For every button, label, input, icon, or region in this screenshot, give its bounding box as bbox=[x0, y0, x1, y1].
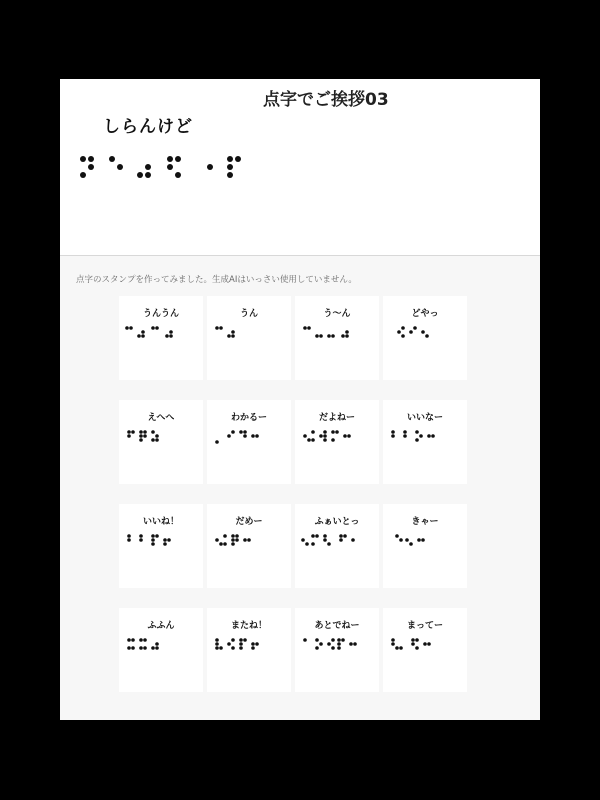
stamp-label: うんうん bbox=[142, 309, 179, 319]
stamp-label: まってー bbox=[406, 621, 443, 631]
stamp-card[interactable] bbox=[295, 296, 379, 380]
stamp-braille-image bbox=[211, 324, 287, 344]
stamp-braille-image bbox=[299, 324, 375, 344]
stamp-braille-image bbox=[387, 428, 463, 448]
page-title: 点字でご挨拶03 bbox=[263, 90, 389, 110]
stamp-braille-image bbox=[387, 636, 463, 656]
stamp-braille-image bbox=[123, 636, 199, 656]
stamp-label: ふぁいとっ bbox=[314, 517, 360, 527]
stamp-card[interactable] bbox=[383, 296, 467, 380]
stamp-braille-image bbox=[299, 428, 375, 448]
stamp-braille-image bbox=[387, 532, 463, 552]
stamp-card[interactable] bbox=[295, 504, 379, 588]
stamp-card[interactable] bbox=[119, 608, 203, 692]
stamp-braille-image bbox=[299, 636, 375, 656]
stamp-card[interactable] bbox=[383, 504, 467, 588]
stamp-card[interactable] bbox=[383, 400, 467, 484]
stamp-braille-image bbox=[211, 636, 287, 656]
stamp-label: わかるー bbox=[230, 413, 267, 423]
stamp-label: きゃー bbox=[411, 517, 439, 527]
stamp-card[interactable] bbox=[119, 296, 203, 380]
stamp-label: どやっ bbox=[411, 309, 439, 319]
stamp-card[interactable] bbox=[207, 608, 291, 692]
stamp-label: だよねー bbox=[318, 413, 355, 423]
stamp-card[interactable] bbox=[207, 504, 291, 588]
stamp-label: えへへ bbox=[147, 413, 175, 423]
stamp-card[interactable] bbox=[295, 608, 379, 692]
stamp-label: だめー bbox=[235, 517, 263, 527]
stamp-label: いいなー bbox=[406, 413, 443, 423]
stamp-label: あとでねー bbox=[314, 621, 360, 631]
stamp-label: うん bbox=[239, 309, 258, 319]
stamp-label: ふふん bbox=[147, 621, 175, 631]
content-area bbox=[60, 256, 540, 720]
stamp-braille-image bbox=[123, 428, 199, 448]
stamp-card[interactable] bbox=[383, 608, 467, 692]
stamp-braille-image bbox=[211, 532, 287, 552]
stamp-braille-image bbox=[123, 532, 199, 552]
stamp-label: いいね！ bbox=[142, 517, 179, 527]
stamp-card[interactable] bbox=[119, 504, 203, 588]
hero-word: しらんけど bbox=[103, 117, 193, 137]
stamp-braille-image bbox=[387, 324, 463, 344]
stamp-card[interactable] bbox=[207, 296, 291, 380]
stamp-braille-image bbox=[123, 324, 199, 344]
hero-braille-image bbox=[78, 153, 248, 191]
stamp-card[interactable] bbox=[119, 400, 203, 484]
stamp-braille-image bbox=[211, 428, 287, 448]
header bbox=[60, 79, 540, 256]
stamp-label: う～ん bbox=[323, 309, 351, 319]
stamp-card[interactable] bbox=[207, 400, 291, 484]
description: 点字のスタンプを作ってみました。生成AIはいっさい使用していません。 bbox=[76, 275, 357, 285]
stamp-card[interactable] bbox=[295, 400, 379, 484]
page bbox=[60, 79, 540, 720]
stamp-label: またね！ bbox=[230, 621, 267, 631]
stamp-braille-image bbox=[299, 532, 375, 552]
